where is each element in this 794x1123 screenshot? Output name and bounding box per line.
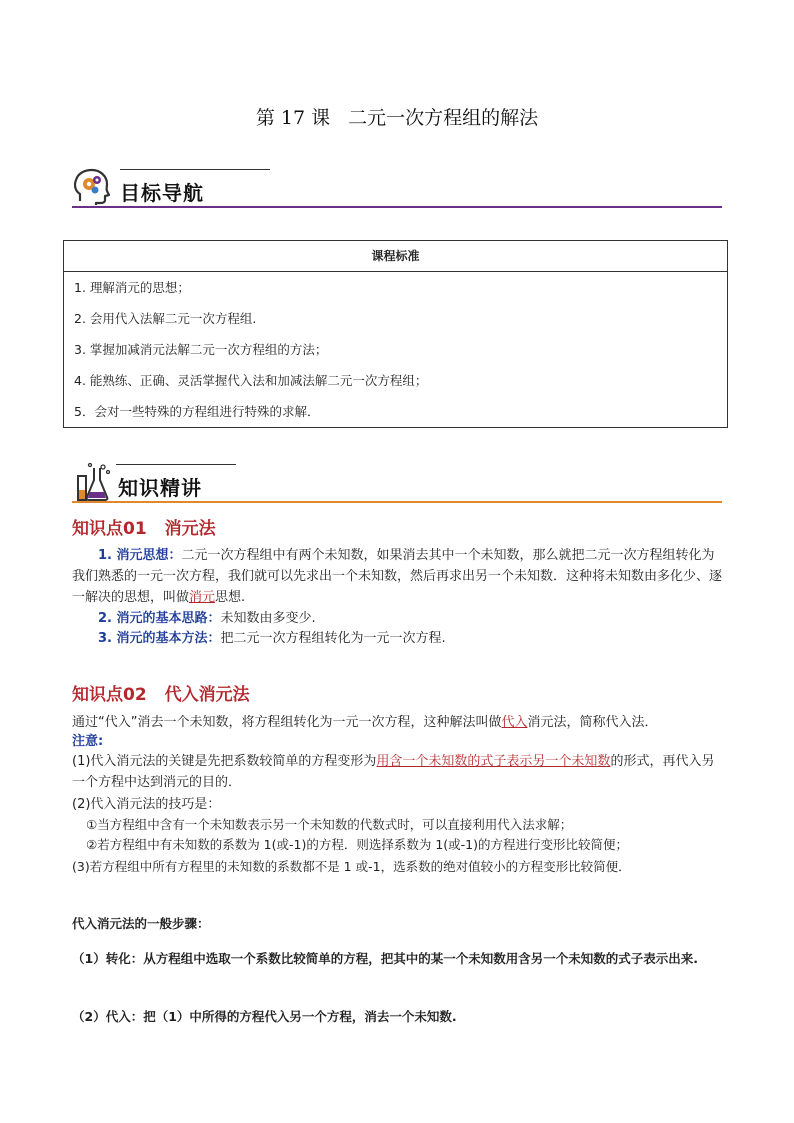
kp2-intro [72, 712, 724, 733]
section-goals-header [72, 165, 722, 213]
note-1-text-end: 的形式，再代入另一个方程中达到消元的目的． [72, 754, 715, 790]
kp1-name: 消元法 [164, 519, 216, 539]
note-label: 注意: [72, 734, 104, 749]
kp1-paragraph-1 [72, 545, 724, 608]
kp2-note-2: (2)代入消元法的技巧是： [72, 797, 221, 812]
kp2-note-1 [72, 751, 724, 793]
steps-heading: 代入消元法的一般步骤： [72, 916, 210, 931]
standards-table [63, 240, 728, 428]
kp1-p2-label: 2. 消元的基本思路： [98, 611, 221, 626]
lesson-topic: 二元一次方程组的解法 [348, 107, 539, 129]
kp1-number: 知识点01 [72, 519, 147, 539]
kp1-p1-text: 二元一次方程组中有两个未知数，如果消去其中一个未知数，那么就把二元一次方程组转化为我们熟悉的一元一次方程，我们就可以先求出一个未知数，然后再求出另一个未知数．这种将未知数由多化少、逐一解决的思想，叫做 [72, 548, 723, 605]
page-title [0, 103, 794, 130]
kp2-note-2-1: ①当方程组中含有一个未知数表示另一个未知数的代数式时，可以直接利用代入法求解； [86, 817, 573, 832]
kp2-intro-text-end: 消元法，简称代入法． [527, 715, 658, 730]
section-knowledge-label: 知识精讲 [118, 476, 202, 500]
standards-header: 课程标准 [64, 241, 727, 272]
kp1-p2-text: 未知数由多变少. [220, 611, 316, 626]
steps-step-1: （1）转化：从方程组中选取一个系数比较简单的方程，把其中的某一个未知数用含另一个未知数的式子表示出来. [72, 951, 698, 966]
kp1-p1-text-end: 思想. [215, 590, 246, 605]
lab-flask-icon [72, 462, 112, 502]
kp2-note-label [72, 731, 724, 752]
lesson-number: 第 17 课 [255, 107, 331, 129]
kp2-note-3: (3)若方程组中所有方程里的未知数的系数都不是 1 或-1，选系数的绝对值较小的方程变形比较简便． [72, 859, 631, 874]
steps-step-2: （2）代入：把（1）中所得的方程代入另一个方程，消去一个未知数. [72, 1009, 457, 1024]
standard-item: 1. 理解消元的思想； [74, 280, 190, 295]
section-goals-label: 目标导航 [120, 181, 204, 205]
kp1-p3-label: 3. 消元的基本方法： [98, 631, 221, 646]
head-gears-icon [72, 167, 112, 207]
standard-item: 5．会对一些特殊的方程组进行特殊的求解． [74, 404, 320, 419]
kp1-title [72, 514, 216, 539]
kp1-p3-text: 把二元一次方程组转化为一元一次方程. [220, 631, 446, 646]
kp2-intro-underlined: 代入 [501, 715, 528, 730]
kp2-title [72, 680, 250, 705]
kp1-paragraph-2 [72, 608, 724, 629]
kp2-number: 知识点02 [72, 685, 147, 705]
section-knowledge-header [72, 460, 722, 508]
standard-item: 2. 会用代入法解二元一次方程组. [74, 311, 257, 326]
note-1-underlined: 用含一个未知数的式子表示另一个未知数 [376, 754, 611, 769]
kp2-intro-text: 通过“代入”消去一个未知数，将方程组转化为一元一次方程，这种解法叫做 [72, 715, 502, 730]
kp1-p1-label: 1. 消元思想： [98, 548, 182, 563]
kp1-paragraph-3 [72, 628, 724, 649]
kp1-p1-underlined: 消元 [189, 590, 216, 605]
kp2-name: 代入消元法 [164, 685, 250, 705]
note-1-text: (1)代入消元法的关键是先把系数较简单的方程变形为 [72, 754, 377, 769]
standard-item: 4. 能熟练、正确、灵活掌握代入法和加减法解二元一次方程组； [74, 373, 428, 388]
standard-item: 3. 掌握加减消元法解二元一次方程组的方法； [74, 342, 328, 357]
kp2-note-2-2: ②若方程组中有未知数的系数为 1(或-1)的方程．则选择系数为 1(或-1)的方程进行变形比较简便； [86, 837, 628, 852]
